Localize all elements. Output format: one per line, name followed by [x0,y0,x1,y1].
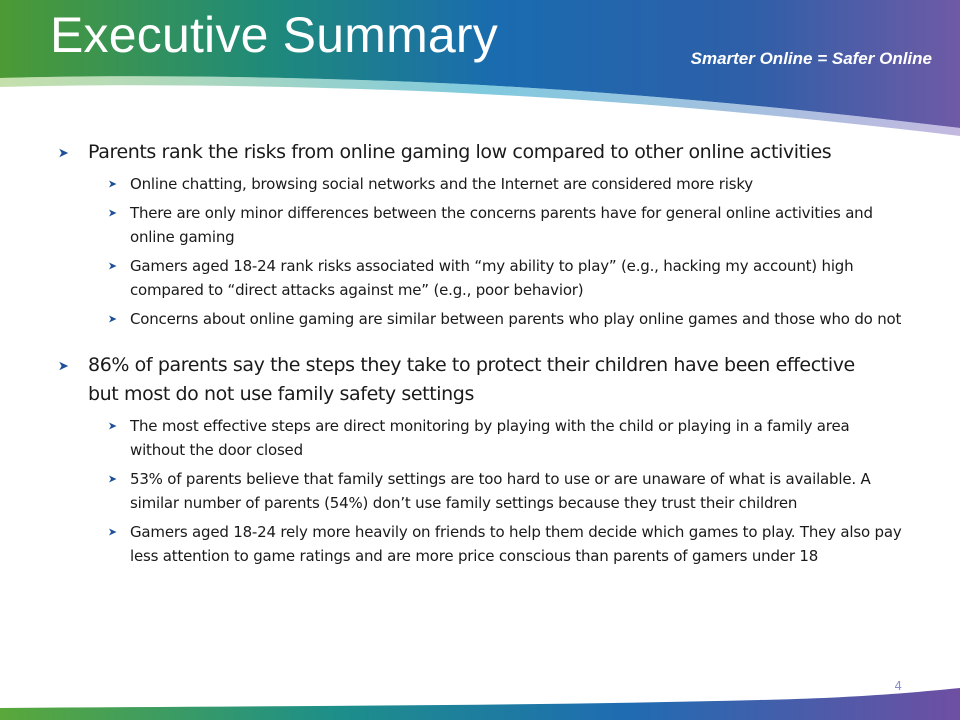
sub-bullet [130,307,905,331]
sub-bullet-text: Online chatting, browsing social networks and the Internet are considered more risky [130,175,753,193]
sub-bullet-arrow-icon [108,474,118,484]
sub-bullet-arrow-icon [108,261,118,271]
sub-bullet [130,520,905,568]
sub-bullet-text: Concerns about online gaming are similar between parents who play online games and those who do not [130,310,902,328]
sub-bullet-arrow-icon [108,208,118,218]
main-bullet [88,351,902,568]
sub-bullet-text: The most effective steps are direct monitoring by playing with the child or playing in a family area without the door closed [130,417,850,459]
sub-bullet-arrow-icon [108,527,118,537]
page-number: 4 [894,679,902,693]
sub-bullet [130,254,905,302]
sub-bullet-text: Gamers aged 18-24 rely more heavily on friends to help them decide which games to play. They also pay less attention to game ratings and are more price conscious than parents of gamers under 18 [130,523,902,565]
sub-bullet [130,467,905,515]
main-bullet-text: 86% of parents say the steps they take to protect their children have been effective but most do not use family safety settings [88,354,855,405]
sub-bullet-arrow-icon [108,421,118,431]
sub-bullet [130,414,905,462]
tagline: Smarter Online = Safer Online [690,49,932,68]
main-bullet-text: Parents rank the risks from online gaming low compared to other online activities [88,141,832,163]
sub-bullet-text: 53% of parents believe that family settings are too hard to use or are unaware of what is available. A similar number of parents (54%) don’t use family settings because they trust their children [130,470,871,512]
sub-bullet-text: There are only minor differences between the concerns parents have for general online activities and online gaming [130,204,873,246]
sub-bullet [130,201,905,249]
bullet-arrow-icon [58,360,70,372]
bullet-list [0,138,960,573]
sub-bullet [130,172,905,196]
slide-title: Executive Summary [50,7,498,63]
sub-bullet-arrow-icon [108,314,118,324]
sub-bullet-arrow-icon [108,179,118,189]
footer-band [0,660,960,720]
bullet-arrow-icon [58,147,70,159]
main-bullet [88,138,902,331]
sub-bullet-text: Gamers aged 18-24 rank risks associated with “my ability to play” (e.g., hacking my account) high compared to “direct attacks against me” (e.g., poor behavior) [130,257,854,299]
